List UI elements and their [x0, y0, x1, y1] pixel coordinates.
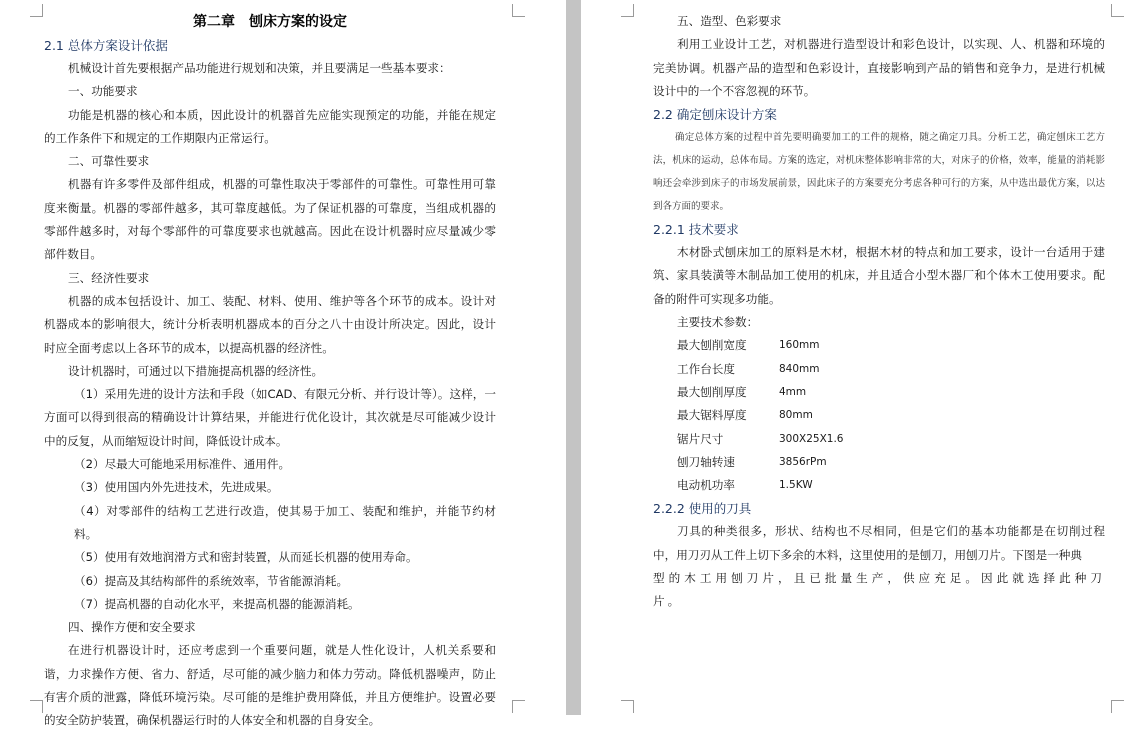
crop-mark [512, 700, 525, 713]
measure-item: （6）提高及其结构部件的系统效率，节省能源消耗。 [74, 573, 349, 588]
right-page [581, 0, 1142, 715]
reliability-paragraph: 机器有许多零件及部件组成，机器的可靠性取决于零部件的可靠性。可靠性用可靠度来衡量。机器的零部件越多，其可靠度越低。为了保证机器的可靠度，当组成机器的零部件越多时，对每个零部件的可靠度要求也就越高。因此在设计机器时应尽量减少零部件数目。 [44, 177, 496, 262]
param-row [653, 381, 1105, 404]
economy-measures-intro: 设计机器时，可通过以下措施提高机器的经济性。 [68, 363, 324, 378]
crop-mark [1111, 4, 1124, 17]
param-row [653, 358, 1105, 381]
function-heading: 一、功能要求 [68, 84, 138, 99]
crop-mark [1111, 700, 1124, 713]
tech-paragraph: 木材卧式刨床加工的原料是木材，根据木材的特点和加工要求，设计一台适用于建筑、家具装潢等木制品加工使用的机床，并且适合小型木器厂和个体木工使用要求。配备的附件可实现多功能。 [653, 245, 1105, 306]
shape-color-heading: 五、造型、色彩要求 [677, 14, 782, 28]
right-page-content [653, 10, 1105, 614]
param-name: 最大刨削厚度 [677, 384, 747, 399]
param-row [653, 474, 1105, 497]
crop-mark [621, 4, 634, 17]
measure-item: （5）使用有效地润滑方式和密封装置，从而延长机器的使用寿命。 [74, 550, 418, 565]
param-name: 工作台长度 [677, 361, 735, 376]
left-page [0, 0, 566, 728]
plan-paragraph: 确定总体方案的过程中首先要明确要加工的工件的规格，随之确定刀具。分析工艺，确定刨床工艺方法，机床的运动，总体布局。方案的选定，对机床整体影响非常的大，对床子的价格，效率，能量的消耗影响还会牵涉到床子的市场发展前景，因此床子的方案要充分考虑各种可行的方案，从中选出最优方案，以达到各方面的要求。 [653, 132, 1105, 213]
tool-paragraph: 刀具的种类很多，形状、结构也不尽相同，但是它们的基本功能都是在切削过程中，用刀刃从工件上切下多余的木料，这里使用的是刨刀，用刨刀片。下图是一种典 [653, 524, 1105, 562]
shape-color-paragraph: 利用工业设计工艺，对机器进行造型设计和彩色设计，以实现、人、机器和环境的完美协调。机器产品的造型和色彩设计，直接影响到产品的销售和竞争力，是进行机械设计中的一个不容忽视的环节。 [653, 37, 1105, 98]
left-page-content [44, 10, 496, 733]
intro-paragraph: 机械设计首先要根据产品功能进行规划和决策，并且要满足一些基本要求： [68, 61, 451, 75]
crop-mark [30, 700, 43, 713]
param-value: 4mm [779, 385, 807, 398]
param-value: 160mm [779, 339, 820, 352]
param-row [653, 451, 1105, 474]
function-paragraph: 功能是机器的核心和本质，因此设计的机器首先应能实现预定的功能，并能在规定的工作条件下和规定的工作期限内正常运行。 [44, 107, 496, 145]
param-name: 刨刀轴转速 [677, 454, 735, 469]
measure-item: （7）提高机器的自动化水平，来提高机器的能源消耗。 [74, 596, 360, 611]
param-row [653, 428, 1105, 451]
economy-paragraph: 机器的成本包括设计、加工、装配、材料、使用、维护等各个环节的成本。设计对机器成本的影响很大，统计分析表明机器成本的百分之八十由设计所决定。因此，设计时应全面考虑以上各环节的成本，以提高机器的经济性。 [44, 293, 496, 355]
page-gap [566, 0, 581, 715]
safety-heading: 四、操作方便和安全要求 [68, 620, 196, 635]
section-heading-2-2-1: 2.2.1 技术要求 [653, 222, 739, 238]
measure-item: （3）使用国内外先进技术，先进成果。 [74, 480, 279, 495]
param-value: 3856rPm [779, 455, 827, 468]
measure-item: （2）尽最大可能地采用标准件、通用件。 [74, 457, 291, 472]
crop-mark [512, 4, 525, 17]
param-name: 锯片尺寸 [677, 431, 724, 446]
param-name: 最大刨削宽度 [677, 338, 747, 353]
param-value: 300X25X1.6 [779, 432, 844, 445]
param-row [653, 404, 1105, 427]
crop-mark [30, 4, 43, 17]
crop-mark [621, 700, 634, 713]
section-heading-2-2-2: 2.2.2 使用的刀具 [653, 501, 752, 517]
param-name: 电动机功率 [677, 478, 735, 493]
economy-heading: 三、经济性要求 [68, 270, 150, 285]
chapter-title: 第二章 刨床方案的设定 [193, 14, 347, 30]
section-heading-2-1: 2.1 总体方案设计依据 [44, 38, 168, 53]
param-row [653, 334, 1105, 357]
param-name: 最大锯料厚度 [677, 408, 747, 423]
measure-item: （4）对零部件的结构工艺进行改造，使其易于加工、装配和维护，并能节约材料。 [74, 503, 496, 541]
param-value: 80mm [779, 409, 813, 422]
param-value: 840mm [779, 362, 820, 375]
safety-paragraph: 在进行机器设计时，还应考虑到一个重要问题，就是人性化设计，人机关系要和谐，力求操作方便、省力、舒适，尽可能的减少脑力和体力劳动。降低机器噪声，防止有害介质的泄露，降低环境污染。尽可能的是维护费用降低，并且方便维护。设置必要的安全防护装置，确保机器运行时的人体安全和机器的自身安全。 [44, 643, 496, 728]
reliability-heading: 二、可靠性要求 [68, 154, 150, 169]
params-heading: 主要技术参数： [677, 315, 759, 330]
measure-item: （1）采用先进的设计方法和手段（如CAD、有限元分析、并行设计等）。这样，一方面可以得到很高的精确设计计算结果，并能进行优化设计，其次就是尽可能减少设计中的反复，从而缩短设计时间，降低设计成本。 [44, 387, 496, 448]
tool-paragraph-last-line: 型的木工用刨刀片，且已批量生产，供应充足。因此就选择此种刀片。 [653, 571, 1105, 609]
section-heading-2-2: 2.2 确定刨床设计方案 [653, 107, 777, 123]
param-value: 1.5KW [779, 479, 813, 492]
